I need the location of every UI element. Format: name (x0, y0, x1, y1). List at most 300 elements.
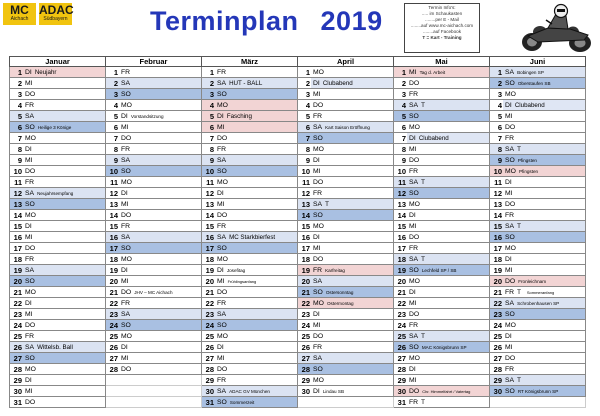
calendar-row (10, 122, 586, 133)
day-entry (311, 254, 394, 265)
day-number: 21 (490, 287, 504, 298)
day-entry (503, 276, 586, 287)
day-number: 4 (394, 100, 408, 111)
empty-cell (490, 397, 504, 408)
event-label: T (421, 178, 425, 186)
weekday-label: SO (313, 211, 323, 219)
weekday-label: FR (217, 68, 227, 76)
info-line: Termin Info's: (428, 5, 456, 10)
weekday-label: DO (25, 167, 36, 175)
weekday-label: FR (25, 178, 35, 186)
calendar-row (10, 155, 586, 166)
event-label: Neujahrsempfang (37, 190, 74, 196)
day-entry (503, 386, 586, 397)
day-number: 7 (394, 133, 408, 144)
weekday-label: MI (409, 145, 417, 153)
day-entry (215, 122, 298, 133)
weekday-label: DO (25, 90, 36, 98)
day-entry (23, 265, 106, 276)
empty-cell (119, 375, 202, 386)
day-number: 2 (394, 78, 408, 89)
weekday-label: DI (505, 178, 512, 186)
day-entry (407, 100, 490, 111)
day-entry (215, 364, 298, 375)
day-number: 26 (490, 342, 504, 353)
day-entry (119, 78, 202, 89)
day-entry (311, 364, 394, 375)
day-number: 17 (490, 243, 504, 254)
day-entry (311, 89, 394, 100)
weekday-label: FR (505, 365, 515, 373)
calendar-row (10, 67, 586, 78)
day-entry (119, 122, 202, 133)
weekday-label: DI (121, 266, 128, 274)
event-label: Bobingen SP (517, 69, 544, 75)
weekday-label: SO (121, 244, 131, 252)
weekday-label: MO (121, 178, 132, 186)
info-box (404, 3, 480, 53)
day-entry (23, 177, 106, 188)
weekday-label: MO (313, 145, 324, 153)
weekday-label: MO (313, 376, 324, 384)
weekday-label: SA (217, 79, 227, 87)
day-number: 21 (202, 287, 216, 298)
weekday-label: SA (217, 156, 227, 164)
event-label: MAC Königsbrunn SP (421, 344, 467, 350)
day-entry (407, 353, 490, 364)
day-entry (215, 67, 298, 78)
day-entry (311, 133, 394, 144)
weekday-label: FR (121, 68, 131, 76)
day-entry (407, 298, 490, 309)
day-entry (23, 342, 106, 353)
day-entry (407, 309, 490, 320)
day-entry (215, 386, 298, 397)
day-entry (503, 221, 586, 232)
weekday-label: DO (25, 244, 36, 252)
day-entry (23, 309, 106, 320)
day-number: 27 (490, 353, 504, 364)
weekday-label: MI (313, 321, 321, 329)
day-entry (23, 100, 106, 111)
day-entry (407, 397, 490, 408)
weekday-label: DO (25, 321, 36, 329)
day-entry (311, 100, 394, 111)
calendar-row (10, 89, 586, 100)
weekday-label: SO (217, 321, 227, 329)
weekday-label: SO (217, 244, 227, 252)
weekday-label: DO (505, 123, 516, 131)
weekday-label: SA (313, 277, 323, 285)
weekday-label: MO (25, 288, 36, 296)
day-entry (503, 122, 586, 133)
go-kart-icon (518, 2, 596, 54)
event-label: T (421, 101, 425, 109)
day-number: 27 (106, 353, 120, 364)
event-label: Sommerzeit (229, 399, 255, 405)
day-entry (407, 210, 490, 221)
day-number: 9 (10, 155, 24, 166)
day-entry (23, 89, 106, 100)
day-entry (407, 276, 490, 287)
day-entry (503, 287, 586, 298)
weekday-label: FR (313, 266, 323, 274)
logo-adac-text: ADAC (39, 3, 74, 17)
calendar-row (10, 353, 586, 364)
day-number: 13 (202, 199, 216, 210)
day-number: 17 (298, 243, 312, 254)
day-number: 14 (394, 210, 408, 221)
day-entry (503, 166, 586, 177)
day-number: 24 (394, 320, 408, 331)
weekday-label: DI (505, 101, 512, 109)
day-number: 30 (202, 386, 216, 397)
day-entry (119, 309, 202, 320)
day-entry (311, 188, 394, 199)
day-entry (311, 210, 394, 221)
weekday-label: FR (25, 255, 35, 263)
day-entry (119, 243, 202, 254)
day-entry (407, 199, 490, 210)
day-entry (23, 364, 106, 375)
event-label: Clubabend (418, 134, 449, 142)
day-entry (23, 166, 106, 177)
weekday-label: FR (217, 376, 227, 384)
weekday-label: SA (505, 299, 515, 307)
day-number: 23 (394, 309, 408, 320)
day-entry (23, 298, 106, 309)
weekday-label: SO (25, 123, 35, 131)
event-label: Oberstaufen SB (517, 80, 551, 86)
day-entry (215, 210, 298, 221)
day-entry (23, 111, 106, 122)
weekday-label: SA (217, 387, 227, 395)
weekday-label: SO (505, 387, 515, 395)
day-number: 25 (394, 331, 408, 342)
weekday-label: FR (313, 343, 323, 351)
weekday-label: FR (505, 211, 515, 219)
day-number: 24 (10, 320, 24, 331)
event-label: T (325, 200, 329, 208)
day-number: 5 (106, 111, 120, 122)
day-number: 29 (490, 375, 504, 386)
day-number: 19 (298, 265, 312, 276)
day-entry (311, 353, 394, 364)
day-entry (215, 243, 298, 254)
weekday-label: FR (409, 398, 419, 406)
day-number: 21 (394, 287, 408, 298)
weekday-label: MI (505, 112, 513, 120)
day-number: 17 (394, 243, 408, 254)
weekday-label: DO (409, 156, 420, 164)
day-entry (23, 276, 106, 287)
day-entry (215, 254, 298, 265)
event-label: Clubabend (322, 79, 353, 87)
day-number: 25 (106, 331, 120, 342)
weekday-label: DI (25, 145, 32, 153)
day-number: 2 (298, 78, 312, 89)
weekday-label: SO (505, 233, 515, 241)
logo-adac-subtext: Südbayern (43, 16, 68, 22)
calendar-row (10, 166, 586, 177)
day-entry (215, 221, 298, 232)
day-number: 31 (10, 397, 24, 408)
weekday-label: SA (313, 354, 323, 362)
day-entry (215, 100, 298, 111)
page-title (150, 6, 383, 37)
calendar-row (10, 177, 586, 188)
month-header: Januar (10, 57, 106, 67)
day-entry (23, 133, 106, 144)
day-entry (503, 232, 586, 243)
day-number: 20 (10, 276, 24, 287)
day-number: 5 (202, 111, 216, 122)
day-entry (503, 111, 586, 122)
calendar-row (10, 287, 586, 298)
logo-adac (39, 3, 72, 25)
weekday-label: FR (313, 112, 323, 120)
day-number: 25 (490, 331, 504, 342)
day-number: 15 (298, 221, 312, 232)
day-number: 26 (10, 342, 24, 353)
weekday-label: DI (409, 211, 416, 219)
weekday-label: DO (505, 200, 516, 208)
day-number: 24 (202, 320, 216, 331)
weekday-label: FR (25, 332, 35, 340)
weekday-label: FR (409, 90, 419, 98)
day-number: 4 (10, 100, 24, 111)
day-entry (503, 298, 586, 309)
day-entry (23, 254, 106, 265)
month-header: April (298, 57, 394, 67)
weekday-label: SA (217, 233, 227, 241)
day-number: 26 (202, 342, 216, 353)
weekday-label: SO (217, 167, 227, 175)
weekday-label: FR (313, 189, 323, 197)
day-number: 8 (202, 144, 216, 155)
day-entry (119, 364, 202, 375)
day-number: 16 (106, 232, 120, 243)
day-number: 18 (202, 254, 216, 265)
day-number: 22 (490, 298, 504, 309)
weekday-label: SA (313, 123, 323, 131)
day-number: 17 (10, 243, 24, 254)
weekday-label: MO (121, 101, 132, 109)
event-label: Heilige 3 Könige (37, 124, 72, 130)
day-entry (311, 375, 394, 386)
weekday-label: MI (313, 244, 321, 252)
weekday-label: FR (121, 145, 131, 153)
day-entry (503, 188, 586, 199)
day-entry (311, 122, 394, 133)
weekday-label: FR (25, 101, 35, 109)
weekday-label: SO (505, 310, 515, 318)
day-entry (407, 254, 490, 265)
weekday-label: DO (217, 134, 228, 142)
day-number: 23 (202, 309, 216, 320)
event-label: Karfreitag (325, 267, 345, 273)
weekday-label: DO (409, 233, 420, 241)
day-entry (23, 221, 106, 232)
day-entry (407, 320, 490, 331)
weekday-label: SO (313, 288, 323, 296)
day-entry (311, 199, 394, 210)
day-number: 10 (10, 166, 24, 177)
day-number: 18 (394, 254, 408, 265)
calendar-row (10, 221, 586, 232)
day-number: 1 (298, 67, 312, 78)
weekday-label: SA (409, 255, 419, 263)
calendar-row (10, 265, 586, 276)
day-number: 8 (394, 144, 408, 155)
weekday-label: FR (217, 145, 227, 153)
day-entry (407, 375, 490, 386)
weekday-label: DI (217, 343, 224, 351)
day-entry (407, 177, 490, 188)
info-line: ........auf Facebook (422, 29, 462, 34)
day-number: 29 (10, 375, 24, 386)
weekday-label: MO (505, 321, 516, 329)
day-number: 1 (394, 67, 408, 78)
calendar-row (10, 210, 586, 221)
day-number: 8 (106, 144, 120, 155)
event-label: Tag d. Arbeit (419, 69, 446, 75)
day-number: 14 (490, 210, 504, 221)
day-number: 31 (202, 397, 216, 408)
day-entry (119, 199, 202, 210)
calendar-row (10, 331, 586, 342)
weekday-label: MI (121, 354, 129, 362)
day-entry (503, 100, 586, 111)
weekday-label: SA (505, 145, 515, 153)
day-number: 12 (394, 188, 408, 199)
day-number: 22 (10, 298, 24, 309)
day-entry (311, 331, 394, 342)
weekday-label: MI (25, 79, 33, 87)
weekday-label: DI (505, 332, 512, 340)
day-entry (23, 375, 106, 386)
weekday-label: DO (25, 398, 36, 406)
day-number: 9 (202, 155, 216, 166)
weekday-label: DO (409, 79, 420, 87)
day-number: 11 (298, 177, 312, 188)
weekday-label: DI (121, 189, 128, 197)
day-entry (503, 133, 586, 144)
day-entry (407, 89, 490, 100)
day-entry (503, 331, 586, 342)
day-number: 6 (106, 122, 120, 133)
day-entry (23, 78, 106, 89)
day-number: 2 (490, 78, 504, 89)
weekday-label: MO (217, 178, 228, 186)
day-entry (503, 243, 586, 254)
weekday-label: SO (121, 321, 131, 329)
day-number: 18 (10, 254, 24, 265)
day-entry (23, 199, 106, 210)
day-number: 9 (394, 155, 408, 166)
day-entry (311, 276, 394, 287)
day-entry (119, 265, 202, 276)
day-number: 10 (106, 166, 120, 177)
event-label: Ostermontag (326, 300, 354, 306)
day-number: 7 (490, 133, 504, 144)
day-entry (503, 254, 586, 265)
empty-cell (106, 386, 120, 397)
weekday-label: MO (121, 255, 132, 263)
day-entry (503, 210, 586, 221)
day-number: 24 (298, 320, 312, 331)
weekday-label: DI (313, 79, 320, 87)
day-number: 20 (298, 276, 312, 287)
day-entry (119, 221, 202, 232)
weekday-label: MI (25, 387, 33, 395)
month-header-row (10, 57, 586, 67)
weekday-label: MI (217, 123, 225, 131)
day-number: 31 (394, 397, 408, 408)
day-entry (119, 188, 202, 199)
event-label: Chr. Himmelfahrt / Vatertag (422, 388, 471, 394)
weekday-label: DO (313, 178, 324, 186)
day-number: 25 (298, 331, 312, 342)
day-number: 14 (106, 210, 120, 221)
day-number: 7 (298, 133, 312, 144)
day-number: 26 (106, 342, 120, 353)
day-number: 13 (106, 199, 120, 210)
event-label: T (517, 222, 521, 230)
event-label: Fronleichnam (518, 278, 547, 284)
event-note: Sommeranfang (526, 289, 555, 295)
day-number: 22 (202, 298, 216, 309)
day-entry (407, 364, 490, 375)
weekday-label: MI (25, 310, 33, 318)
event-label: Vorstandsitzung (130, 113, 164, 119)
event-label: Pfingsten (518, 168, 539, 174)
day-entry (503, 342, 586, 353)
day-number: 3 (10, 89, 24, 100)
calendar-row (10, 298, 586, 309)
info-line: ..... im Schaukasten (421, 11, 463, 16)
day-entry (407, 386, 490, 397)
weekday-label: DI (409, 365, 416, 373)
day-entry (23, 232, 106, 243)
calendar-row (10, 397, 586, 408)
day-entry (503, 67, 586, 78)
day-number: 11 (106, 177, 120, 188)
event-label: T (421, 398, 425, 406)
day-number: 4 (106, 100, 120, 111)
weekday-label: DO (217, 288, 228, 296)
calendar-row (10, 199, 586, 210)
day-entry (23, 155, 106, 166)
day-entry (215, 155, 298, 166)
day-entry (23, 144, 106, 155)
day-number: 18 (298, 254, 312, 265)
weekday-label: MO (409, 123, 420, 131)
day-entry (215, 265, 298, 276)
day-entry (311, 309, 394, 320)
day-number: 21 (106, 287, 120, 298)
day-number: 19 (490, 265, 504, 276)
day-entry (215, 78, 298, 89)
weekday-label: MO (313, 299, 324, 307)
day-number: 15 (202, 221, 216, 232)
day-number: 30 (490, 386, 504, 397)
day-entry (119, 276, 202, 287)
weekday-label: SA (121, 233, 131, 241)
day-number: 15 (394, 221, 408, 232)
day-entry (311, 298, 394, 309)
day-number: 10 (490, 166, 504, 177)
